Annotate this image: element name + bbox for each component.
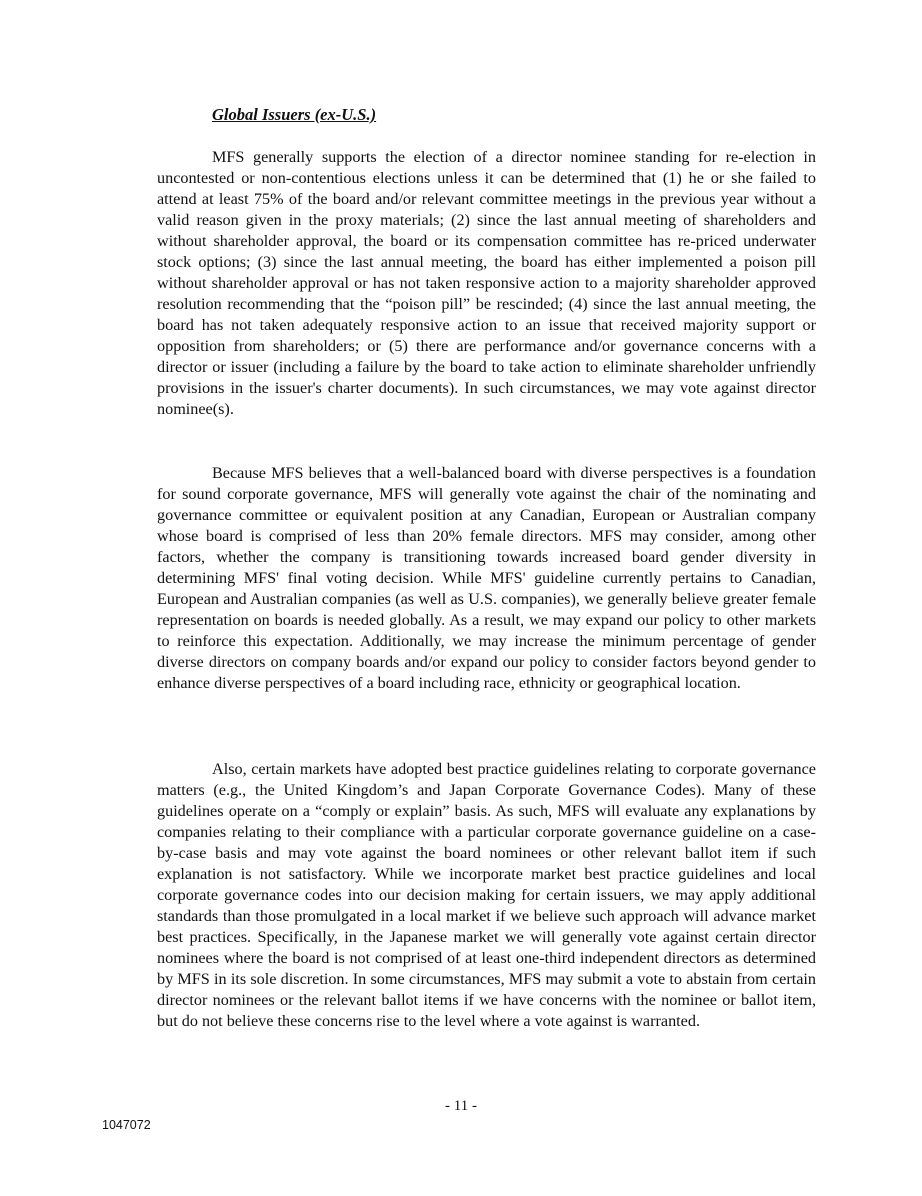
document-id: 1047072 — [102, 1118, 151, 1132]
paragraph-board-diversity: Because MFS believes that a well-balanced board with diverse perspectives is a foundation for sound corporate governance, MFS will generally vote against the chair of the nominating and governance committee or equivalent position at any Canadian, European or Australian company whose board is comprised of less than 20% female directors. MFS may consider, among other factors, whether the company is transitioning towards increased board gender diversity in determining MFS' final voting decision. While MFS' guideline currently pertains to Canadian, European and Australian companies (as well as U.S. companies), we generally believe greater female representation on boards is needed globally. As a result, we may expand our policy to other markets to reinforce this expectation. Additionally, we may increase the minimum percentage of gender diverse directors on company boards and/or expand our policy to consider factors beyond gender to enhance diverse perspectives of a board including race, ethnicity or geographical location. — [157, 464, 816, 692]
section-heading: Global Issuers (ex-U.S.) — [212, 105, 377, 124]
page-number: - 11 - — [445, 1098, 477, 1114]
paragraph-director-elections: MFS generally supports the election of a director nominee standing for re-election in uncontested or non-contentious elections unless it can be determined that (1) he or she failed to attend at least 75% of the board and/or relevant committee meetings in the previous year without a valid reason given in the proxy materials; (2) since the last annual meeting of shareholders and without shareholder approval, the board or its compensation committee has re-priced underwater stock options; (3) since the last annual meeting, the board has either implemented a poison pill without shareholder approval or has not taken responsive action to a majority shareholder approved resolution recommending that the “poison pill” be rescinded; (4) since the last annual meeting, the board has not taken adequately responsive action to an issue that received majority support or opposition from shareholders; or (5) there are performance and/or governance concerns with a director or issuer (including a failure by the board to take action to eliminate shareholder unfriendly provisions in the issuer's charter documents). In such circumstances, we may vote against director nominee(s). — [157, 148, 816, 418]
paragraph-best-practice-guidelines: Also, certain markets have adopted best practice guidelines relating to corporate governance matters (e.g., the United Kingdom’s and Japan Corporate Governance Codes). Many of these guidelines operate on a “comply or explain” basis. As such, MFS will evaluate any explanations by companies relating to their compliance with a particular corporate governance guideline on a case-by-case basis and may vote against the board nominees or other relevant ballot item if such explanation is not satisfactory. While we incorporate market best practice guidelines and local corporate governance codes into our decision making for certain issuers, we may apply additional standards than those promulgated in a local market if we believe such approach will advance market best practices. Specifically, in the Japanese market we will generally vote against certain director nominees where the board is not comprised of at least one-third independent directors as determined by MFS in its sole discretion. In some circumstances, MFS may submit a vote to abstain from certain director nominees or the relevant ballot items if we have concerns with the nominee or ballot item, but do not believe these concerns rise to the level where a vote against is warranted. — [157, 760, 816, 1030]
